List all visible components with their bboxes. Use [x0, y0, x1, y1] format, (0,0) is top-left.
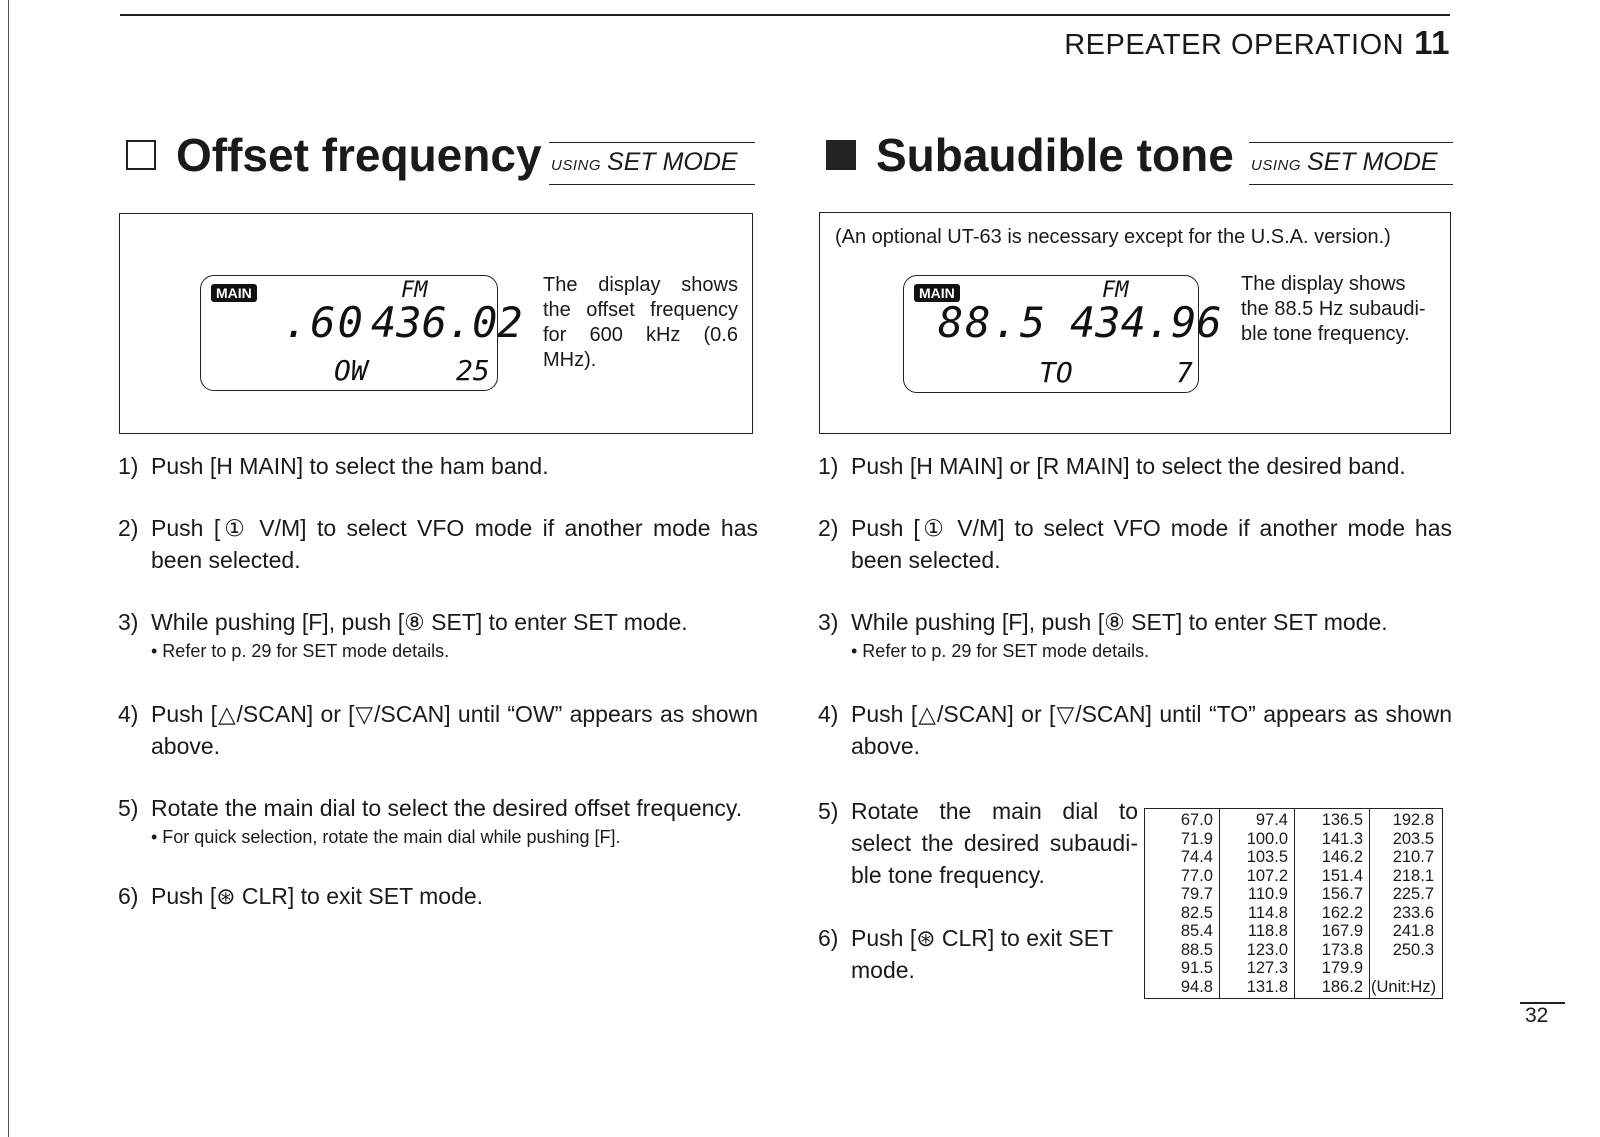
unit-label: (Unit:Hz) — [1371, 977, 1437, 996]
step-1: 1) Push [H MAIN] or [R MAIN] to select the desired band. — [818, 453, 1406, 479]
tone-column-1: 67.0 71.9 74.4 77.0 79.7 82.5 85.4 88.5 91.5 94.8 — [1145, 809, 1220, 999]
tone-column-3: 136.5 141.3 146.2 151.4 156.7 162.2 167.9 173.8 179.9 186.2 — [1295, 809, 1370, 999]
tone-steps-list — [818, 450, 1452, 762]
tone-display-panel — [819, 212, 1451, 434]
step-5: 5) Rotate the main dial to select the desired offset frequency. — [118, 795, 743, 821]
step-3-note: • Refer to p. 29 for SET mode details. — [151, 641, 450, 661]
tone-frequency-table — [1144, 808, 1443, 999]
main-badge: MAIN — [211, 284, 257, 302]
main-badge: MAIN — [914, 284, 960, 302]
set-item-indicator: OW — [334, 354, 368, 387]
step-1: 1) Push [H MAIN] to select the ham band. — [118, 453, 549, 479]
tone-column-4: 192.8 203.5 210.7 218.1 225.7 233.6 241.8 250.3 (Unit:Hz) — [1370, 809, 1443, 999]
page-edge-line — [8, 0, 9, 1137]
optional-unit-note: (An optional UT-63 is necessary except for the U.S.A. version.) — [835, 226, 1391, 248]
lcd-display — [200, 275, 523, 391]
step-5-note: • For quick selection, rotate the main dial while pushing [F]. — [151, 827, 621, 847]
step-2: 2) Push [① V/M] to select VFO mode if another mode has been selected. — [818, 515, 1452, 573]
section-title: Subaudible tone — [876, 129, 1234, 181]
step-6: 6) Push [⊛ CLR] to exit SET mode. — [818, 925, 1113, 983]
page-number: 32 — [1525, 1004, 1549, 1027]
filled-square-icon — [826, 140, 856, 170]
offset-display-panel — [119, 213, 753, 434]
display-description: The display shows the offset frequency for 600 kHz (0.6 MHz). — [543, 274, 738, 371]
table-row — [1145, 809, 1443, 999]
chapter-title: REPEATER OPERATION — [1064, 29, 1405, 61]
offset-value: .60 — [283, 298, 365, 347]
mode-indicator: FM — [1102, 278, 1129, 303]
open-square-icon — [126, 140, 156, 170]
tone-value: 88.5 — [938, 298, 1048, 347]
header-rule — [120, 14, 1450, 16]
channel-indicator: 25 — [456, 354, 490, 387]
channel-indicator: 7 — [1176, 356, 1193, 389]
step-3: 3) While pushing [F], push [⑧ SET] to enter SET mode. — [118, 609, 688, 635]
step-6: 6) Push [⊛ CLR] to exit SET mode. — [118, 883, 484, 909]
chapter-header — [1064, 24, 1450, 62]
tone-column-2: 97.4 100.0 103.5 107.2 110.9 114.8 118.8 123.0 127.3 131.8 — [1220, 809, 1295, 999]
set-item-indicator: TO — [1039, 356, 1073, 389]
step-5: 5) Rotate the main dial to select the desired subaudi-ble tone frequency. — [818, 798, 1138, 888]
step-3: 3) While pushing [F], push [⑧ SET] to enter SET mode. — [818, 609, 1388, 635]
subaudible-tone-heading — [826, 128, 1234, 182]
using-set-mode-label: USING SET MODE — [549, 142, 755, 185]
lcd-display — [903, 275, 1222, 393]
using-set-mode-label: USING SET MODE — [1249, 142, 1453, 185]
mode-indicator: FM — [401, 278, 428, 303]
step-2: 2) Push [① V/M] to select VFO mode if another mode has been selected. — [118, 515, 758, 573]
offset-frequency-heading — [126, 128, 542, 182]
step-4: 4) Push [△/SCAN] or [▽/SCAN] until “TO” appears as shown above. — [818, 701, 1452, 759]
chapter-number: 11 — [1414, 24, 1450, 61]
display-description: The display shows the 88.5 Hz subaudi-ble tone frequency. — [1241, 273, 1426, 345]
step-4: 4) Push [△/SCAN] or [▽/SCAN] until “OW” appears as shown above. — [118, 701, 758, 759]
offset-steps-list — [118, 450, 758, 912]
frequency-readout: 436.02 — [371, 298, 523, 347]
step-3-note: • Refer to p. 29 for SET mode details. — [851, 641, 1150, 661]
frequency-readout: 434.96 — [1070, 298, 1222, 347]
section-title: Offset frequency — [176, 129, 542, 181]
